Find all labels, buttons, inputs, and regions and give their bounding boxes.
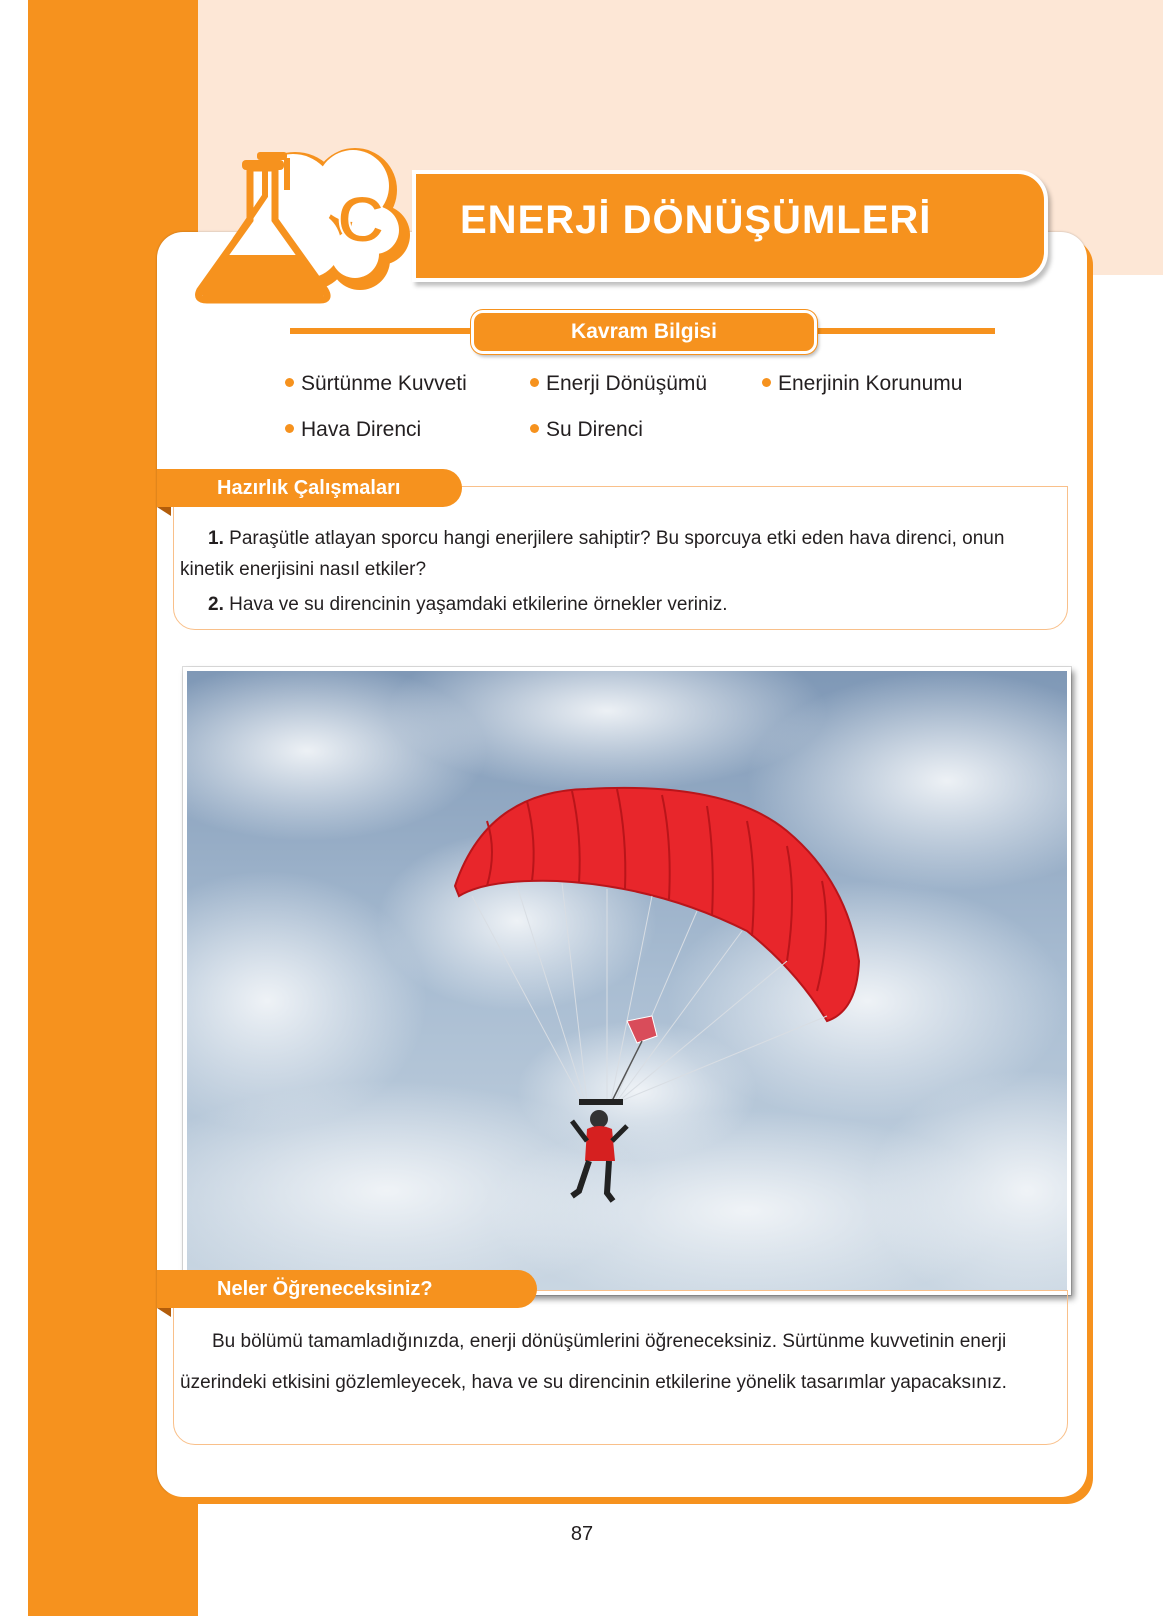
concept-item: Hava Direnci <box>285 418 421 442</box>
question-1: 1. Paraşütle atlayan sporcu hangi enerjilere sahiptir? Bu sporcuya etki eden hava direnci, onun <box>208 528 1005 549</box>
parachute-illustration <box>187 671 1067 1291</box>
hazirlik-heading: Hazırlık Çalışmaları <box>157 469 462 507</box>
concept-item: Su Direnci <box>530 418 643 442</box>
page-title: ENERJİ DÖNÜŞÜMLERİ <box>460 198 932 242</box>
parachute-photo <box>183 667 1071 1295</box>
concept-item: Sürtünme Kuvveti <box>285 372 467 396</box>
concept-item: Enerjinin Korunumu <box>762 372 962 396</box>
title-banner <box>412 170 1048 282</box>
concept-item: Enerji Dönüşümü <box>530 372 707 396</box>
page-number: 87 <box>570 1523 594 1545</box>
bullet-icon <box>285 424 294 433</box>
bullet-icon <box>530 424 539 433</box>
learning-text-line1: Bu bölümü tamamladığınızda, enerji dönüşümlerini öğreneceksiniz. Sürtünme kuvvetinin enerji <box>212 1331 1007 1352</box>
bullet-icon <box>285 378 294 387</box>
chemistry-logo <box>195 130 435 315</box>
section-letter: C <box>337 182 385 256</box>
question-1-cont: kinetik enerjisini nasıl etkiler? <box>180 559 427 580</box>
concept-list <box>285 372 1045 462</box>
kavram-heading: Kavram Bilgisi <box>471 310 817 354</box>
bullet-icon <box>530 378 539 387</box>
learning-text-line2: üzerindeki etkisini gözlemleyecek, hava ve su direncinin etkilerine yönelik tasarımlar yapacaksınız. <box>180 1372 1007 1393</box>
bullet-icon <box>762 378 771 387</box>
question-2: 2. Hava ve su direncinin yaşamdaki etkilerine örnekler veriniz. <box>208 594 728 615</box>
flask-cloud-icon <box>195 130 435 315</box>
neler-heading: Neler Öğreneceksiniz? <box>157 1270 537 1308</box>
